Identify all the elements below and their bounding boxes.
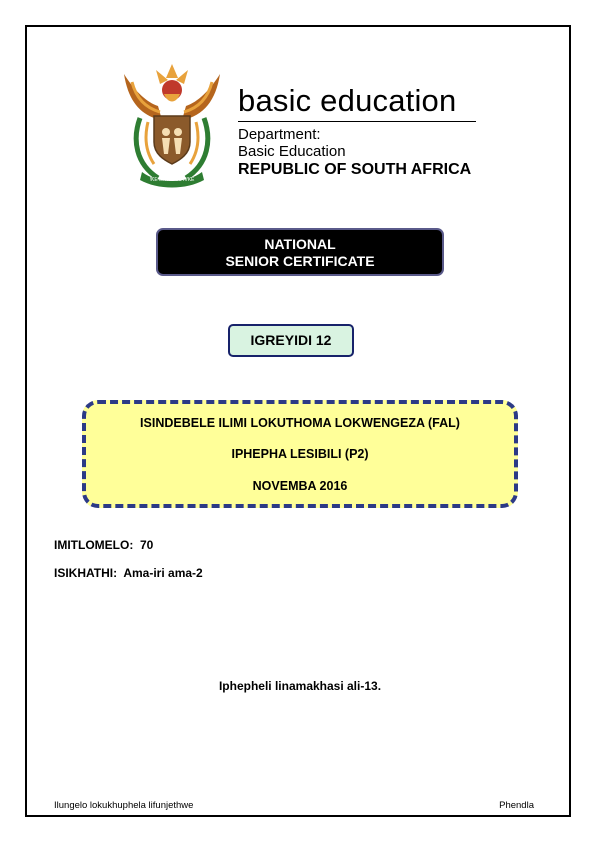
certificate-banner bbox=[156, 228, 444, 276]
marks-value: 70 bbox=[140, 538, 154, 552]
coat-of-arms-logo bbox=[118, 60, 226, 190]
grade-badge: IGREYIDI 12 bbox=[228, 324, 354, 357]
subject-box bbox=[82, 400, 518, 508]
subject-title: ISINDEBELE ILIMI LOKUTHOMA LOKWENGEZA (FAL) bbox=[140, 416, 460, 430]
exam-session: NOVEMBA 2016 bbox=[252, 479, 348, 493]
turn-over-note: Phendla bbox=[499, 800, 534, 811]
country-name: REPUBLIC OF SOUTH AFRICA bbox=[238, 161, 472, 178]
time-value: Ama-iri ama-2 bbox=[123, 566, 203, 580]
department-name: Basic Education bbox=[238, 143, 346, 160]
paper-title: IPHEPHA LESIBILI (P2) bbox=[231, 447, 369, 461]
crest-motto: !KE E: /XARRA //KE bbox=[149, 177, 195, 183]
copyright-note: Ilungelo lokukhuphela lifunjethwe bbox=[54, 800, 194, 811]
brand-divider bbox=[238, 121, 476, 122]
certificate-line-1: NATIONAL bbox=[264, 236, 336, 252]
time-line bbox=[54, 566, 203, 580]
brand-title: basic education bbox=[238, 83, 457, 118]
certificate-line-2: SENIOR CERTIFICATE bbox=[225, 253, 375, 269]
time-label: ISIKHATHI: bbox=[54, 566, 118, 580]
page-count-note: Iphepheli linamakhasi ali-13. bbox=[218, 679, 382, 693]
brand-block bbox=[238, 84, 476, 178]
marks-line bbox=[54, 538, 153, 552]
marks-label: IMITLOMELO: bbox=[54, 538, 134, 552]
department-label: Department: bbox=[238, 126, 321, 143]
